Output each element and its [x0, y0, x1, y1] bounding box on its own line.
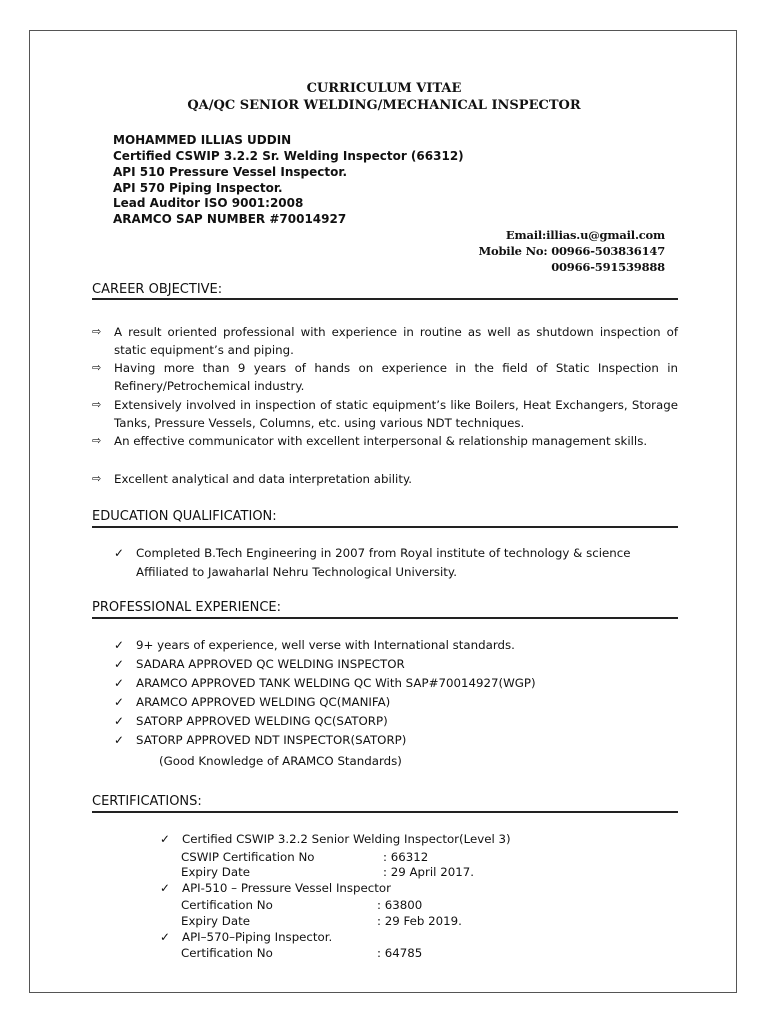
cert-number-value: : 64785 [377, 946, 423, 960]
list-item-text: Having more than 9 years of hands on experience in the field of Static Inspection in Refinery/Petrochemical industry. [114, 361, 678, 393]
list-item-text: SATORP APPROVED WELDING QC(SATORP) [136, 714, 388, 728]
list-item [92, 470, 678, 488]
list-item-text: ARAMCO APPROVED WELDING QC(MANIFA) [136, 695, 391, 709]
list-item [114, 693, 390, 711]
cv-subtitle: QA/QC SENIOR WELDING/MECHANICAL INSPECTOR [187, 98, 581, 113]
section-divider [92, 811, 678, 813]
contact-mobile-alt: 00966-591539888 [551, 260, 665, 274]
list-item-text: Excellent analytical and data interpretation ability. [114, 472, 412, 486]
check-icon: ✓ [114, 695, 124, 709]
section-heading-education: EDUCATION QUALIFICATION: [92, 509, 277, 524]
cert-expiry-value: : 29 April 2017. [383, 865, 474, 879]
list-item [114, 655, 405, 673]
list-item-text: 9+ years of experience, well verse with International standards. [136, 638, 515, 652]
cert-title: API-510 – Pressure Vessel Inspector [182, 881, 391, 895]
arrow-bullet-icon: ⇨ [92, 472, 102, 485]
check-icon: ✓ [114, 638, 124, 652]
list-item-text: SATORP APPROVED NDT INSPECTOR(SATORP) [136, 733, 407, 747]
list-item-text: SADARA APPROVED QC WELDING INSPECTOR [136, 657, 405, 671]
check-icon: ✓ [114, 676, 124, 690]
check-icon: ✓ [114, 546, 124, 560]
cert-expiry-label: Expiry Date [181, 914, 250, 928]
check-icon: ✓ [114, 714, 124, 728]
education-line: Affiliated to Jawaharlal Nehru Technological University. [136, 565, 457, 579]
list-item [92, 359, 678, 395]
identity-line: Lead Auditor ISO 9001:2008 [113, 196, 304, 210]
list-item [160, 830, 511, 848]
list-item [92, 323, 678, 359]
section-heading-certifications: CERTIFICATIONS: [92, 794, 202, 809]
check-icon: ✓ [114, 733, 124, 747]
arrow-bullet-icon: ⇨ [92, 325, 102, 338]
cert-title: API–570–Piping Inspector. [182, 930, 333, 944]
section-heading-experience: PROFESSIONAL EXPERIENCE: [92, 600, 282, 615]
section-divider [92, 298, 678, 300]
identity-line: API 570 Piping Inspector. [113, 181, 283, 195]
cert-number-label: Certification No [181, 898, 273, 912]
list-item [92, 432, 678, 450]
list-item [114, 674, 536, 692]
cert-title: Certified CSWIP 3.2.2 Senior Welding Inspector(Level 3) [182, 832, 511, 846]
check-icon: ✓ [160, 881, 170, 895]
check-icon: ✓ [160, 832, 170, 846]
list-item [114, 636, 515, 654]
section-heading-career-objective: CAREER OBJECTIVE: [92, 282, 223, 297]
list-item [92, 396, 678, 432]
section-divider [92, 526, 678, 528]
list-item [114, 712, 388, 730]
list-item [160, 879, 391, 897]
identity-line: ARAMCO SAP NUMBER #70014927 [113, 212, 347, 226]
arrow-bullet-icon: ⇨ [92, 361, 102, 374]
list-item [114, 544, 631, 562]
cert-expiry-label: Expiry Date [181, 865, 250, 879]
candidate-name: MOHAMMED ILLIAS UDDIN [113, 133, 292, 147]
check-icon: ✓ [114, 657, 124, 671]
cert-expiry-value: : 29 Feb 2019. [377, 914, 462, 928]
arrow-bullet-icon: ⇨ [92, 398, 102, 411]
cert-number-value: : 63800 [377, 898, 423, 912]
arrow-bullet-icon: ⇨ [92, 434, 102, 447]
experience-note: (Good Knowledge of ARAMCO Standards) [159, 754, 402, 768]
resume-page [29, 30, 737, 993]
list-item-text: An effective communicator with excellent interpersonal & relationship management skills. [114, 434, 648, 448]
list-item-text: ARAMCO APPROVED TANK WELDING QC With SAP#70014927(WGP) [136, 676, 536, 690]
section-divider [92, 617, 678, 619]
identity-line: Certified CSWIP 3.2.2 Sr. Welding Inspector (66312) [113, 149, 464, 163]
cert-number-label: Certification No [181, 946, 273, 960]
list-item [160, 928, 332, 946]
contact-mobile: Mobile No: 00966-503836147 [478, 244, 665, 258]
identity-line: API 510 Pressure Vessel Inspector. [113, 165, 348, 179]
list-item [114, 731, 406, 749]
contact-email: Email:illias.u@gmail.com [505, 228, 665, 242]
education-line: Completed B.Tech Engineering in 2007 from Royal institute of technology & science [136, 546, 631, 560]
check-icon: ✓ [160, 930, 170, 944]
cert-number-value: : 66312 [383, 850, 429, 864]
list-item-text: A result oriented professional with experience in routine as well as shutdown inspection of static equipment’s and piping. [114, 325, 678, 357]
cv-title: CURRICULUM VITAE [306, 81, 462, 96]
cert-number-label: CSWIP Certification No [181, 850, 315, 864]
list-item-text: Extensively involved in inspection of static equipment’s like Boilers, Heat Exchangers, Storage Tanks, Pressure Vessels, Columns, etc. using various NDT techniques. [114, 398, 678, 430]
